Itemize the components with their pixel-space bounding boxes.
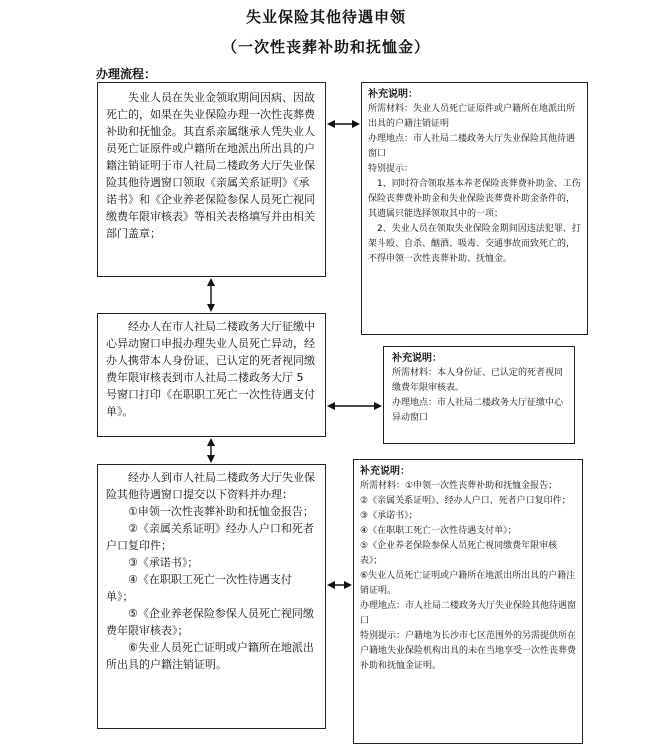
step3-item: ①申领一次性丧葬补助和抚恤金报告； [128, 505, 314, 518]
step3-note-heading: 补充说明： [360, 466, 410, 477]
page-title: 失业保险其他待遇申领 [245, 8, 406, 26]
step3-note-line: ②《亲属关系证明》、经办人户口、死者户口复印件； [360, 496, 571, 506]
step3-note-line: ④《在职职工死亡一次性待遇支付单》； [360, 526, 517, 536]
step2-note-line: 办理地点：市人社局二楼政务大厅征缴中心异动窗口 [392, 398, 564, 423]
step3-intro: 经办人到市人社局二楼政务大厅失业保险其他待遇窗口提交以下资料并办理： [106, 471, 315, 501]
step1-note-line: 所需材料：失业人员死亡证原件或户籍所在地派出所出具的户籍注销证明 [368, 104, 576, 129]
step2-note-heading: 补充说明： [392, 353, 442, 364]
step3-item: ④《在职职工死亡一次性待遇支付单》； [106, 573, 292, 603]
step3-note-line: 办理地点：市人社局二楼政务大厅失业保险其他待遇窗口 [360, 601, 577, 626]
step2-text: 经办人在市人社局二楼政务大厅征缴中心异动窗口申报办理失业人员死亡异动，经办人携带本人身份证、已认定的死者视同缴费年限审核表到市人社局二楼政务大厅 5 号窗口打印《在职职工死亡一次性待遇支付单》。 [106, 320, 315, 418]
step3-item: ②《亲属关系证明》经办人户口和死者户口复印件； [106, 522, 314, 552]
step2-box [97, 313, 326, 437]
step3-note-line: 特别提示：户籍地为长沙市七区范围外的另需提供所在户籍地失业保险机构出具的未在当地享受一次性丧葬费补助和抚恤金证明。 [360, 631, 577, 671]
step1-text: 失业人员在失业金领取期间因病、因故死亡的，如果在失业保险办理一次性丧葬费补助和抚恤金。其直系亲属继承人凭失业人员死亡证原件或户籍所在地派出所出具的户籍注销证明于市人社局二楼政务大厅失业保险其他待遇窗口领取《亲属关系证明》《承诺书》和《企业养老保险参保人员死亡视同缴费年限审核表》等相关表格填写并由相关部门盖章； [106, 91, 315, 240]
step3-item: ③《承诺书》； [128, 556, 199, 569]
step1-box [97, 82, 326, 277]
step3-note-box [353, 459, 583, 744]
step1-note-line: 1、同时符合领取基本养老保险丧葬费补助金、工伤保险丧葬费补助金和失业保险丧葬费补助金条件的，其遗属只能选择领取其中的一项； [368, 179, 581, 219]
step3-item: ⑥失业人员死亡证明或户籍所在地派出所出具的户籍注销证明。 [106, 641, 314, 671]
step3-item: ⑤《企业养老保险参保人员死亡视同缴费年限审核表》； [106, 607, 314, 637]
step1-note-heading: 补充说明： [368, 89, 418, 100]
step2-note-box [383, 346, 575, 444]
step1-note-box [361, 82, 588, 335]
step3-box [97, 464, 326, 729]
step3-note-line: 所需材料：①申领一次性丧葬补助和抚恤金报告； [360, 481, 558, 491]
step1-note-line: 2、失业人员在领取失业保险金期间因违法犯罪、打架斗殴、自杀、酗酒、吸毒、交通事故而致死亡的，不得申领一次性丧葬补助、抚恤金。 [368, 224, 581, 264]
process-label: 办理流程： [96, 67, 157, 81]
step2-note-line: 所需材料：本人身份证、已认定的死者视同缴费年限审核表。 [392, 368, 564, 393]
page-subtitle: （一次性丧葬补助和抚恤金） [221, 38, 430, 56]
step1-note-line: 特别提示： [368, 164, 414, 174]
step3-note-line: ⑥失业人员死亡证明或户籍所在地派出所出具的户籍注销证明。 [360, 571, 576, 596]
step3-note-line: ⑤《企业养老保险参保人员死亡视同缴费年限审核表》； [360, 541, 558, 566]
step1-note-line: 办理地点：市人社局二楼政务大厅失业保险其他待遇窗口 [368, 134, 576, 159]
step3-note-line: ③《承诺书》； [360, 511, 418, 521]
